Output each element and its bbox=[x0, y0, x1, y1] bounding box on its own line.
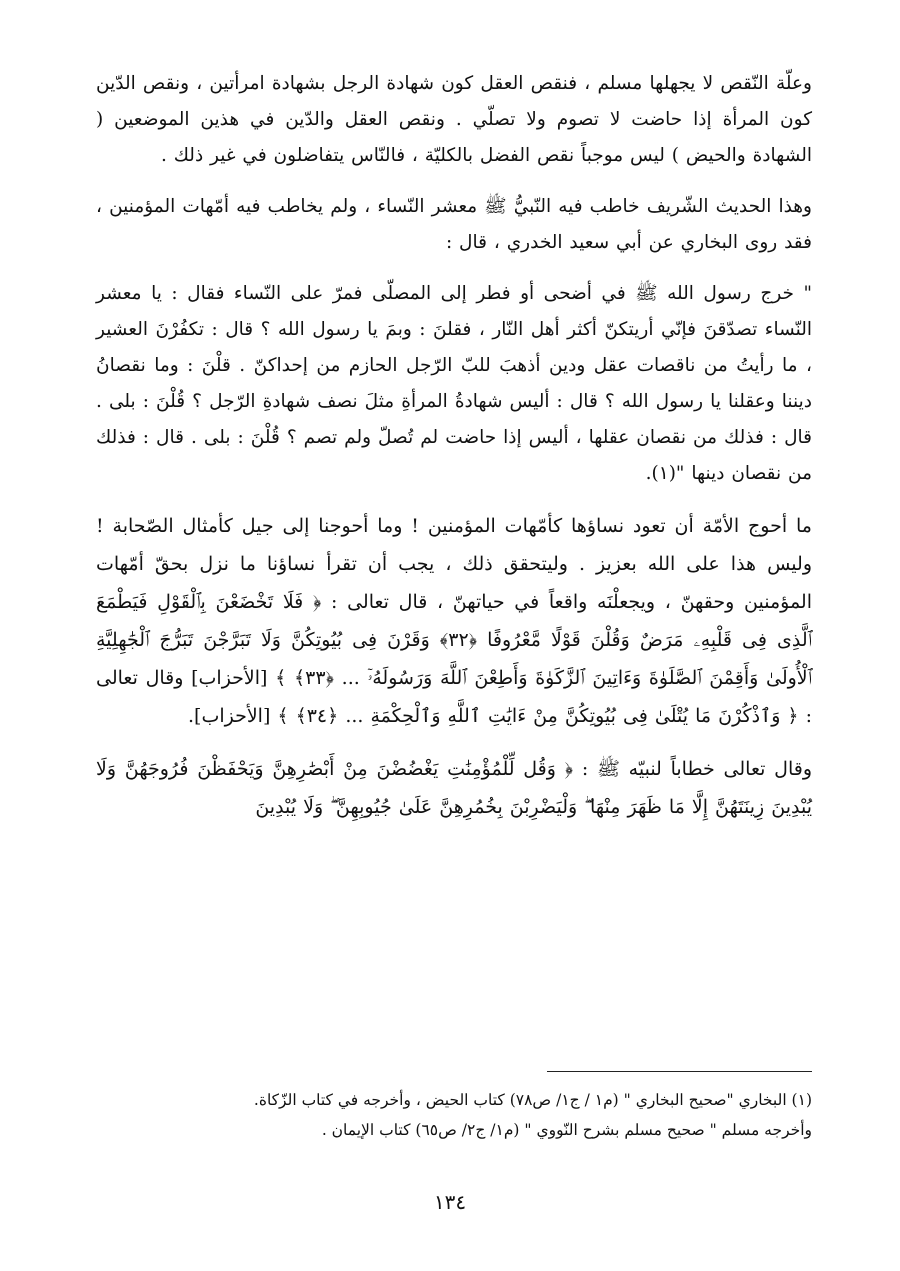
paragraph-mothers-of-believers: ما أحوج الأمّة أن تعود نساؤها كأمّهات المؤمنين ! وما أحوجنا إلى جيل كأمثال الصّحابة ! وليس هذا على الله بعزيز . وليتحقق ذلك ، يجب أن تقرأ نساؤنا ما نزل بحقّ أمّهات المؤمنين وحقهنّ ، ويجعلْنَه واقعاً في حياتهنّ ، قال تعالى : ﴿ فَلَا تَخْضَعْنَ بِٱلْقَوْلِ فَيَطْمَعَ ٱلَّذِى فِى قَلْبِهِۦ مَرَضٌ وَقُلْنَ قَوْلًا مَّعْرُوفًا ﴿٣٢﴾ وَقَرْنَ فِى بُيُوتِكُنَّ وَلَا تَبَرَّجْنَ تَبَرُّجَ ٱلْجَٰهِلِيَّةِ ٱلْأُولَىٰ وَأَقِمْنَ ٱلصَّلَوٰةَ وَءَاتِينَ ٱلزَّكَوٰةَ وَأَطِعْنَ ٱللَّهَ وَرَسُولَهُۥٓ ... ﴿٣٣﴾ ﴾ [الأحزاب] وقال تعالى : ﴿ وَٱذْكُرْنَ مَا يُتْلَىٰ فِى بُيُوتِكُنَّ مِنْ ءَايَٰتِ ٱللَّهِ وَٱلْحِكْمَةِ ... ﴿٣٤﴾ ﴾ [الأحزاب]. bbox=[96, 515, 812, 727]
paragraph-surah-nur-verse: وقال تعالى خطاباً لنبيّه ﷺ : ﴿ وَقُل لِّلْمُؤْمِنَٰتِ يَغْضُضْنَ مِنْ أَبْصَٰرِهِنَّ وَيَحْفَظْنَ فُرُوجَهُنَّ وَلَا يُبْدِينَ زِينَتَهُنَّ إِلَّا مَا ظَهَرَ مِنْهَا ۖ وَلْيَضْرِبْنَ بِخُمُرِهِنَّ عَلَىٰ جُيُوبِهِنَّ ۖ وَلَا يُبْدِينَ bbox=[96, 758, 812, 818]
footnote-line-1: (١) البخاري "صحيح البخاري " (م١ / ج١/ ص٧٨) كتاب الحيض ، وأخرجه في كتاب الزّكاة. bbox=[253, 1091, 812, 1109]
paragraph-hadith-quote: " خرج رسول الله ﷺ في أضحى أو فطر إلى المصلّى فمرّ على النّساء فقال : يا معشر النّساء تصدّقنَ فإنّي أريتكنّ أكثر أهل النّار ، فقلنَ : وبمَ يا رسول الله ؟ قال : تكفُرْنَ العشير ، ما رأيتُ من ناقصات عقل ودين أذهبَ للبّ الرّجل الحازم من إحداكنّ . قلْنَ : وما نقصانُ ديننا وعقلنا يا رسول الله ؟ قال : أليس شهادةُ المرأةِ مثلَ نصف شهادةِ الرّجل ؟ قُلْنَ : بلى . قال : فذلك من نقصان عقلها ، أليس إذا حاضت لم تُصلّ ولم تصم ؟ قُلْنَ : بلى . قال : فذلك من نقصان دينها "(١). bbox=[96, 283, 812, 484]
paragraph-hadith-intro: وهذا الحديث الشّريف خاطب فيه النّبيُّ ﷺ معشر النّساء ، ولم يخاطب فيه أمّهات المؤمنين ، فقد روى البخاري عن أبي سعيد الخدري ، قال : bbox=[96, 196, 812, 253]
footnotes bbox=[96, 1085, 812, 1145]
footnote-line-2: وأخرجه مسلم " صحيح مسلم بشرح النّووي " (م١/ ج٢/ ص٦٥) كتاب الإيمان . bbox=[321, 1121, 812, 1139]
footnote-separator bbox=[547, 1071, 812, 1072]
page-number: ١٣٤ bbox=[433, 1190, 467, 1214]
paragraph-reason-for-deficiency: وعلّة النّقص لا يجهلها مسلم ، فنقص العقل كون شهادة الرجل بشهادة امرأتين ، ونقص الدّين كون المرأة إذا حاضت لا تصوم ولا تصلّي . ونقص العقل والدّين في هذين الموضعين ( الشهادة والحيض ) ليس موجباً نقص الفضل بالكليّة ، فالنّاس يتفاضلون في غير ذلك . bbox=[96, 73, 812, 166]
